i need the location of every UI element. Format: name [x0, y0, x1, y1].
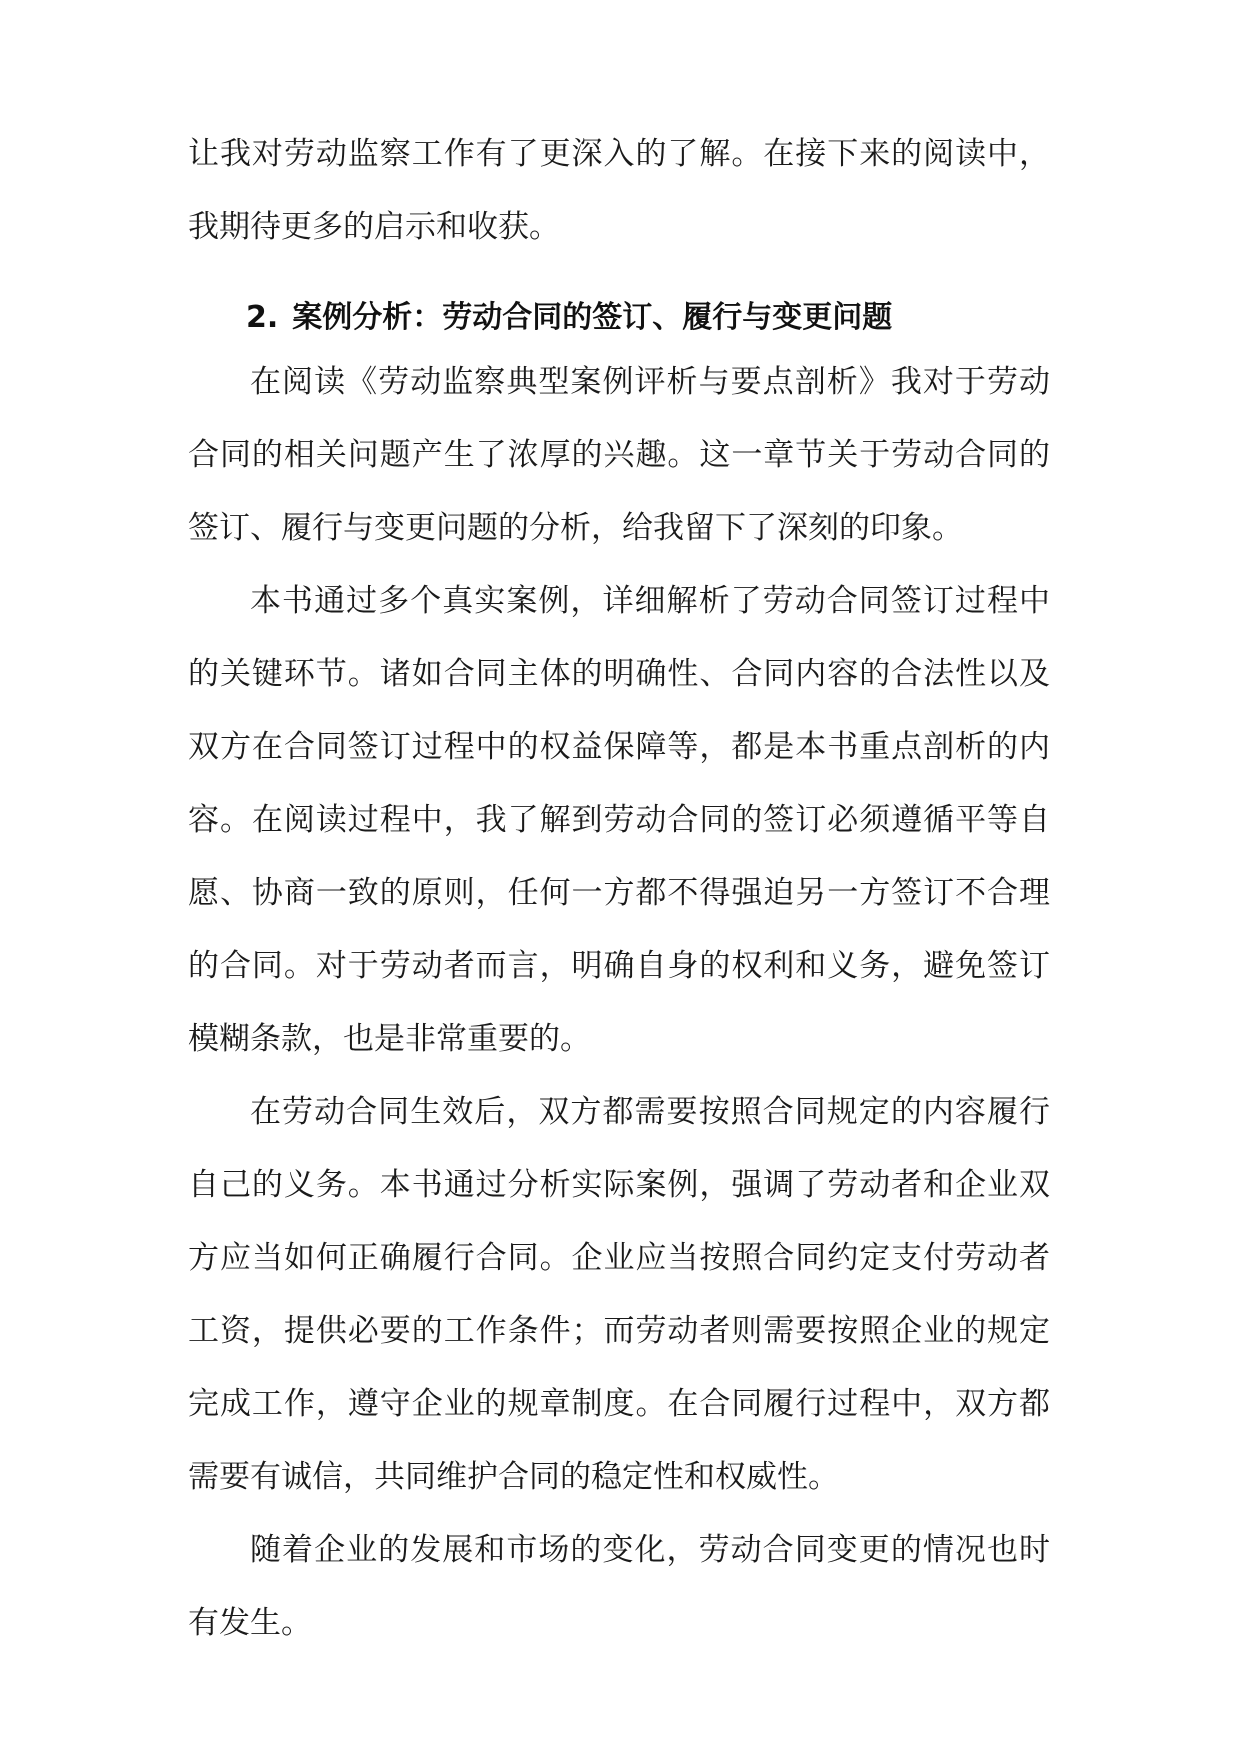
section-heading-block: [188, 281, 1050, 354]
section-title: 案例分析：劳动合同的签订、履行与变更问题: [292, 300, 893, 335]
body-text-block: [188, 346, 1050, 1660]
paragraph-change: 随着企业的发展和市场的变化，劳动合同变更的情况也时有发生。: [188, 1532, 1050, 1641]
paragraph-intro: 在阅读《劳动监察典型案例评析与要点剖析》我对于劳动合同的相关问题产生了浓厚的兴趣。这一章节关于劳动合同的签订、履行与变更问题的分析，给我留下了深刻的印象。: [188, 364, 1050, 546]
section-heading: [188, 281, 1050, 354]
paragraph-performance: 在劳动合同生效后，双方都需要按照合同规定的内容履行自己的义务。本书通过分析实际案例，强调了劳动者和企业双方应当如何正确履行合同。企业应当按照合同约定支付劳动者工资，提供必要的工作条件；而劳动者则需要按照企业的规定完成工作，遵守企业的规章制度。在合同履行过程中，双方都需要有诚信，共同维护合同的稳定性和权威性。: [188, 1094, 1050, 1495]
section-number: 2.: [246, 300, 279, 335]
continuation-paragraph: 让我对劳动监察工作有了更深入的了解。在接下来的阅读中，我期待更多的启示和收获。: [188, 136, 1050, 245]
continuation-text-block: [188, 118, 1050, 264]
paragraph-signing: 本书通过多个真实案例，详细解析了劳动合同签订过程中的关键环节。诸如合同主体的明确性、合同内容的合法性以及双方在合同签订过程中的权益保障等，都是本书重点剖析的内容。在阅读过程中，我了解到劳动合同的签订必须遵循平等自愿、协商一致的原则，任何一方都不得强迫另一方签订不合理的合同。对于劳动者而言，明确自身的权利和义务，避免签订模糊条款，也是非常重要的。: [188, 583, 1050, 1057]
